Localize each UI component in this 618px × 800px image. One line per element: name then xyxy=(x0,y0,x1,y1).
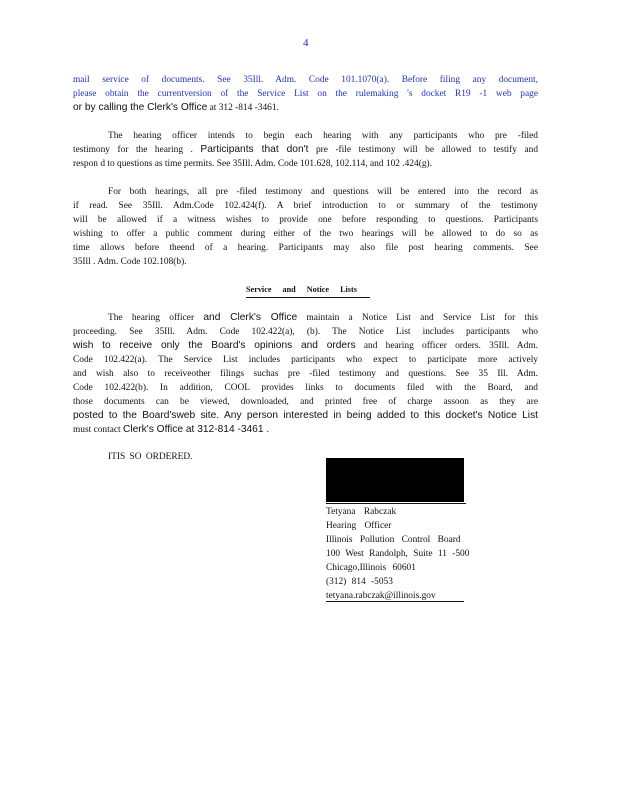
officer-title: Hearing Officer xyxy=(326,521,392,531)
clerk-phone-text: at 312 -814 -3461. xyxy=(209,103,279,113)
phone-number: (312) 814 -5053 xyxy=(326,577,393,587)
organization: Illinois Pollution Control Board xyxy=(326,535,461,545)
para3-text-b: maintain a Notice List and Service List for this xyxy=(306,313,539,323)
para1-line-3: respon d to questions as time permits. See 35Ill. Adm. Code 101.628, 102.114, and 102 .424(g). xyxy=(73,159,432,169)
para3-line-7: those documents can be viewed, downloaded, and printed free of charge assoon as they are xyxy=(73,397,538,407)
clerk-office-text: or by calling the Clerk's Office xyxy=(73,102,208,113)
service-list-paragraph xyxy=(73,311,538,437)
para3-line-6: Code 102.422(b). In addition, COOL provides links to documents filed with the Board, and xyxy=(73,383,538,393)
address-line-2: Chicago,Illinois 60601 xyxy=(326,563,416,573)
para3-line-5: and wish also to receiveother filings suchas pre -filed testimony and questions. See 35 Ill. Adm. xyxy=(73,369,538,379)
notice-list-text: Any person interested in being added to this docket's Notice List xyxy=(223,410,538,421)
para2-line-3: will be allowed if a witness wishes to provide one before responding to questions. Participants xyxy=(73,215,538,225)
address-line-1: 100 West Randolph, Suite 11 -500 xyxy=(326,549,470,559)
para2-line-1: For both hearings, all pre -filed testimony and questions will be entered into the record as xyxy=(108,187,538,197)
email-address[interactable]: tetyana.rabczak@illinois.gov xyxy=(326,591,464,602)
para3-line-2: proceeding. See 35Ill. Adm. Code 102.422(a), (b). The Notice List includes participants who xyxy=(73,327,538,337)
hearing-paragraph xyxy=(73,129,538,171)
must-contact-text: must contact xyxy=(73,425,121,435)
para3-text-c: and hearing officer orders. 35Ill. Adm. xyxy=(363,341,539,351)
para1-text: testimony for the hearing . xyxy=(73,145,193,155)
para3-line-4: Code 102.422(a). The Service List includes participants who expect to participate more actively xyxy=(73,355,538,365)
page-number: 4 xyxy=(303,37,309,49)
section-heading: Service and Notice Lists xyxy=(246,283,370,298)
signature-block xyxy=(326,505,469,603)
para1-line-1: The hearing officer intends to begin each hearing with any participants who pre -filed xyxy=(108,131,538,141)
para1-text-b: pre -file testimony will be allowed to testify and xyxy=(315,145,539,155)
para3-line-8 xyxy=(73,409,538,423)
para2-line-4: wishing to offer a public comment during either of the two hearings will be allowed to do so as xyxy=(73,229,538,239)
para2-line-6: 35Ill . Adm. Code 102.108(b). xyxy=(73,257,187,267)
para3-text: The hearing officer xyxy=(108,313,195,323)
posted-text: posted to the Board'sweb site. xyxy=(73,410,220,421)
intro-paragraph xyxy=(73,73,538,115)
clerks-office-text: and Clerk's Office xyxy=(203,312,298,323)
officer-name: Tetyana Rabczak xyxy=(326,507,397,517)
para2-line-5: time allows before theend of a hearing. Participants may also file post hearing comments. See xyxy=(73,243,538,253)
para3-line-9 xyxy=(73,423,538,437)
redacted-signature xyxy=(326,458,464,502)
para3-line-3 xyxy=(73,339,538,353)
clerk-contact-text: Clerk's Office at 312-814 -3461 . xyxy=(123,424,270,435)
wish-receive-text: wish to receive only the Board's opinions and orders xyxy=(73,340,356,351)
participants-text: Participants that don't xyxy=(200,144,309,155)
intro-line-1: mail service of documents. See 35Ill. Adm. Code 101.1070(a). Before filing any document, xyxy=(73,75,538,85)
para1-line-2 xyxy=(73,143,538,157)
testimony-paragraph xyxy=(73,185,538,269)
signature-line xyxy=(326,503,466,504)
email-line xyxy=(326,589,469,603)
intro-line-3 xyxy=(73,101,538,115)
intro-line-2: please obtain the currentversion of the Service List on the rulemaking 's docket R19 -1 web page xyxy=(73,89,538,99)
so-ordered: ITIS SO ORDERED. xyxy=(108,452,193,462)
para2-line-2: if read. See 35Ill. Adm.Code 102.424(f). A brief introduction to or summary of the testimony xyxy=(73,201,538,211)
para3-line-1 xyxy=(73,311,538,325)
